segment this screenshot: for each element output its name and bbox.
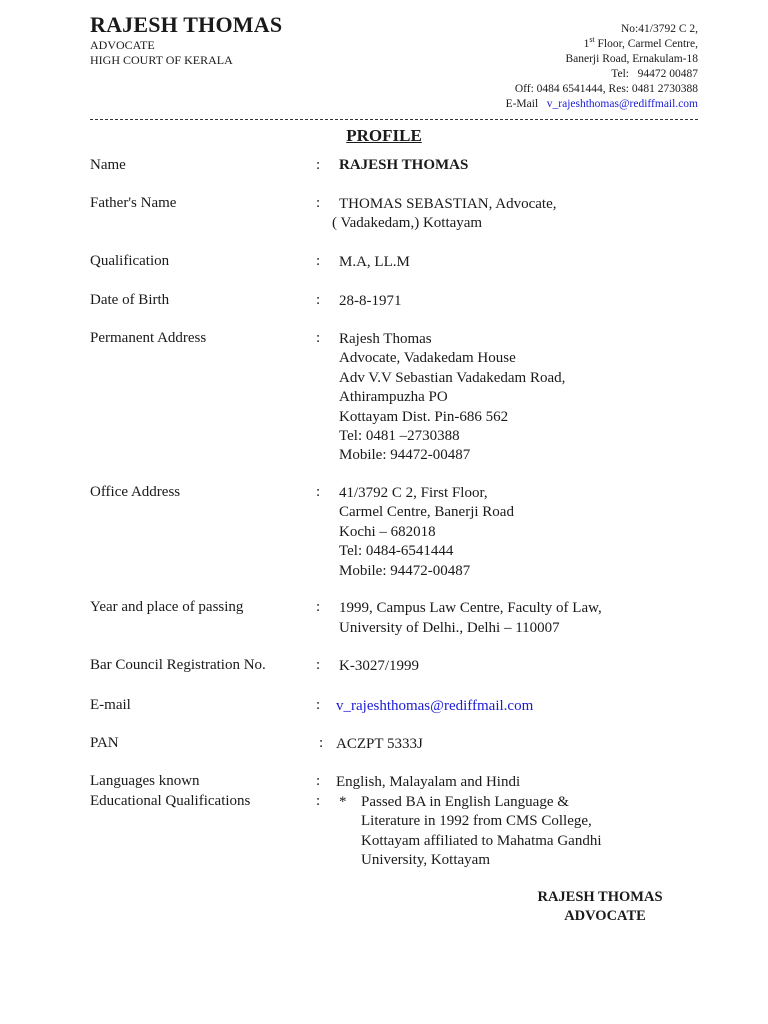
colon: : bbox=[316, 292, 321, 308]
permanent-address-line: Athirampuzha PO bbox=[339, 389, 448, 406]
address-line-6: E-Mail v_rajeshthomas@rediffmail.com bbox=[505, 98, 698, 110]
label-languages: Languages known bbox=[90, 773, 200, 789]
education-line: University, Kottayam bbox=[361, 852, 491, 869]
colon: : bbox=[316, 697, 321, 713]
colon: : bbox=[316, 484, 321, 500]
education-line: Literature in 1992 from CMS College, bbox=[361, 813, 592, 830]
label-office-address: Office Address bbox=[90, 484, 181, 500]
address-line-2: 1st Floor, Carmel Centre, bbox=[583, 35, 698, 50]
label-name: Name bbox=[90, 157, 126, 173]
education-line: Kottayam affiliated to Mahatma Gandhi bbox=[361, 832, 602, 849]
email-link[interactable]: v_rajeshthomas@rediffmail.com bbox=[336, 698, 534, 714]
value-name: RAJESH THOMAS bbox=[339, 157, 469, 173]
value-qualification: M.A, LL.M bbox=[339, 254, 410, 270]
label-father: Father's Name bbox=[90, 195, 177, 211]
colon: : bbox=[316, 195, 321, 211]
address-line-5: Off: 0484 6541444, Res: 0481 2730388 bbox=[514, 83, 698, 95]
permanent-address-line: Mobile: 94472-00487 bbox=[339, 447, 471, 464]
value-permanent-address bbox=[339, 330, 565, 466]
permanent-address-line: Advocate, Vadakedam House bbox=[339, 350, 516, 367]
signature-designation: ADVOCATE bbox=[564, 908, 646, 924]
signature-name: RAJESH THOMAS bbox=[537, 889, 663, 905]
value-passing-line2: University of Delhi., Delhi – 110007 bbox=[339, 620, 560, 636]
label-permanent-address: Permanent Address bbox=[90, 330, 207, 346]
value-office-address bbox=[339, 484, 514, 581]
value-father-line1: THOMAS SEBASTIAN, Advocate, bbox=[339, 196, 557, 212]
office-address-line: Mobile: 94472-00487 bbox=[339, 562, 471, 579]
value-bar-council: K-3027/1999 bbox=[339, 658, 419, 674]
letterhead-address bbox=[506, 22, 698, 112]
permanent-address-line: Kottayam Dist. Pin-686 562 bbox=[339, 408, 509, 425]
office-address-line: Carmel Centre, Banerji Road bbox=[339, 504, 514, 521]
colon: : bbox=[316, 657, 321, 673]
label-dob: Date of Birth bbox=[90, 292, 170, 308]
permanent-address-line: Tel: 0481 –2730388 bbox=[339, 428, 460, 445]
page-title: PROFILE bbox=[346, 126, 422, 145]
label-email: E-mail bbox=[90, 697, 131, 713]
office-address-line: 41/3792 C 2, First Floor, bbox=[339, 485, 488, 501]
letterhead-court: HIGH COURT OF KERALA bbox=[90, 53, 233, 67]
value-languages: English, Malayalam and Hindi bbox=[336, 774, 521, 790]
education-bullet: * bbox=[339, 794, 347, 810]
office-address-line: Tel: 0484-6541444 bbox=[339, 543, 454, 560]
value-passing-line1: 1999, Campus Law Centre, Faculty of Law, bbox=[339, 600, 602, 616]
label-passing: Year and place of passing bbox=[90, 599, 244, 615]
address-line-4: Tel: 94472 00487 bbox=[611, 68, 698, 80]
label-bar-council: Bar Council Registration No. bbox=[90, 657, 266, 673]
permanent-address-line: Rajesh Thomas bbox=[339, 331, 432, 347]
label-education: Educational Qualifications bbox=[90, 793, 251, 809]
colon: : bbox=[316, 793, 321, 809]
office-address-line: Kochi – 682018 bbox=[339, 523, 436, 540]
value-pan: ACZPT 5333J bbox=[336, 736, 423, 752]
education-line: Passed BA in English Language & bbox=[361, 794, 569, 810]
value-father-line2: ( Vadakedam,) Kottayam bbox=[332, 215, 483, 231]
letterhead-name: RAJESH THOMAS bbox=[90, 12, 283, 37]
colon: : bbox=[316, 773, 321, 789]
colon: : bbox=[316, 253, 321, 269]
colon: : bbox=[316, 157, 321, 173]
letterhead-email-link[interactable]: v_rajeshthomas@rediffmail.com bbox=[546, 98, 698, 110]
colon: : bbox=[316, 330, 321, 346]
colon: : bbox=[319, 735, 324, 751]
address-line-1: No:41/3792 C 2, bbox=[621, 23, 698, 35]
value-dob: 28-8-1971 bbox=[339, 293, 402, 309]
permanent-address-line: Adv V.V Sebastian Vadakedam Road, bbox=[339, 369, 566, 386]
address-line-3: Banerji Road, Ernakulam-18 bbox=[565, 53, 698, 65]
colon: : bbox=[316, 599, 321, 615]
value-education bbox=[361, 793, 601, 871]
letterhead-designation: ADVOCATE bbox=[90, 38, 155, 52]
header-divider bbox=[90, 119, 698, 120]
label-qualification: Qualification bbox=[90, 253, 170, 269]
label-pan: PAN bbox=[90, 735, 119, 751]
